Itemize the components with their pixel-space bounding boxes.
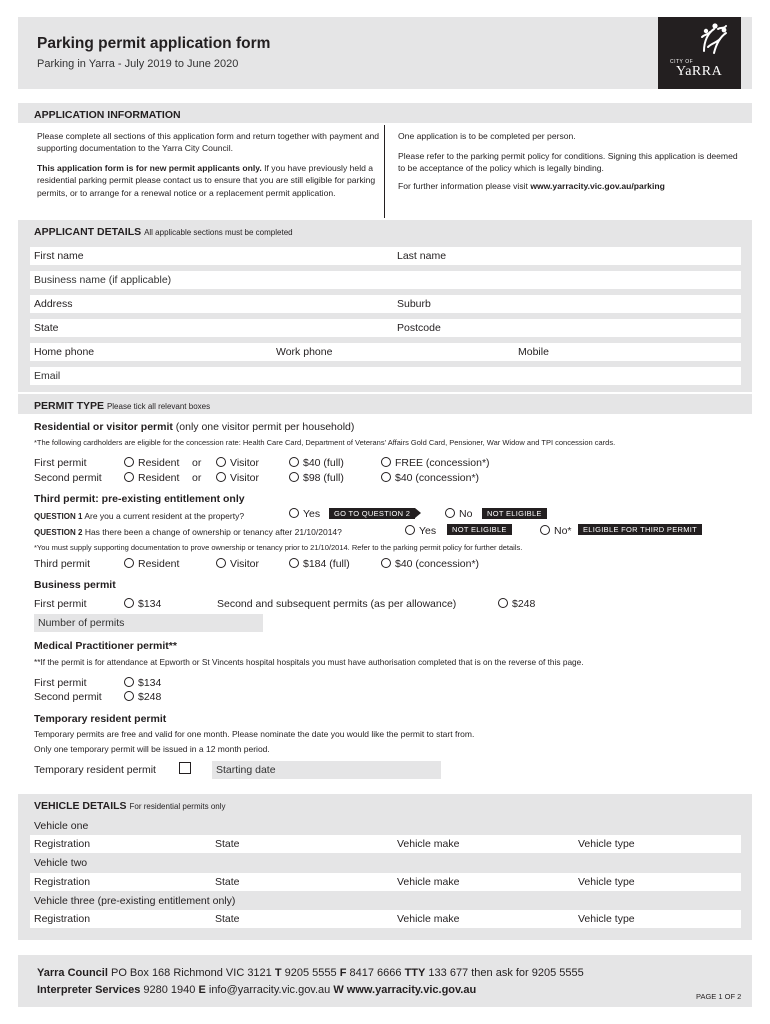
radio-icon (381, 457, 391, 467)
page-subtitle: Parking in Yarra - July 2019 to June 2020 (37, 58, 239, 70)
third-184-full-radio[interactable]: $184 (full) (289, 558, 350, 570)
info-divider (384, 125, 385, 218)
home-phone-field[interactable]: Home phone (34, 346, 95, 358)
radio-icon (289, 457, 299, 467)
radio-icon (124, 457, 134, 467)
radio-icon (216, 457, 226, 467)
vehicle-heading: VEHICLE DETAILS For residential permits only (18, 794, 752, 814)
business-first-permit-label: First permit (34, 598, 87, 610)
temp-line-2: Only one temporary permit will be issued in a 12 month period. (34, 744, 270, 754)
eligible-third-permit-tag: ELIGIBLE FOR THIRD PERMIT (578, 524, 702, 535)
vehicle-three-type[interactable]: Vehicle type (578, 913, 635, 925)
vehicle-three-state[interactable]: State (215, 913, 240, 925)
radio-icon (289, 472, 299, 482)
medical-second-permit-label: Second permit (34, 691, 102, 703)
info-right-p3: For further information please visit www.yarracity.vic.gov.au/parking (398, 181, 665, 191)
business-permit-title: Business permit (34, 579, 116, 591)
footer-contact-line: Yarra Council PO Box 168 Richmond VIC 3121 T 9205 5555 F 8417 6666 TTY 133 677 then ask for 9205 5555 (37, 967, 584, 979)
info-left-p1: Please complete all sections of this application form and return together with payment and supporting documentation to the Yarra City Council. (37, 131, 380, 154)
radio-icon (124, 598, 134, 608)
footer-panel (18, 955, 752, 1007)
vehicle-one-type[interactable]: Vehicle type (578, 838, 635, 850)
medical-first-permit-label: First permit (34, 677, 87, 689)
radio-icon (405, 525, 415, 535)
application-info-heading: APPLICATION INFORMATION (18, 103, 752, 123)
mobile-field[interactable]: Mobile (518, 346, 549, 358)
vehicle-one-make[interactable]: Vehicle make (397, 838, 460, 850)
business-248-radio[interactable]: $248 (498, 598, 535, 610)
last-name-field[interactable]: Last name (397, 250, 447, 262)
postcode-field[interactable]: Postcode (397, 322, 441, 334)
radio-icon (289, 508, 299, 518)
radio-icon (445, 508, 455, 518)
state-field[interactable]: State (34, 322, 59, 334)
vehicle-three-registration[interactable]: Registration (34, 913, 91, 925)
logo-figures-icon (658, 17, 741, 62)
medical-248-radio[interactable]: $248 (124, 691, 161, 703)
third-resident-radio[interactable]: Resident (124, 558, 179, 570)
permit-type-heading: PERMIT TYPE Please tick all relevant boxes (18, 394, 752, 414)
first-name-field[interactable]: First name (34, 250, 84, 262)
vehicle-two-state[interactable]: State (215, 876, 240, 888)
second-98-full-radio[interactable]: $98 (full) (289, 472, 344, 484)
radio-icon (289, 558, 299, 568)
business-name-field[interactable]: Business name (if applicable) (30, 271, 741, 289)
vehicle-two-registration[interactable]: Registration (34, 876, 91, 888)
header-banner (18, 17, 752, 89)
third-permit-title: Third permit: pre-existing entitlement only (34, 493, 245, 505)
question-1: QUESTION 1 Are you a current resident at the property? (34, 511, 245, 521)
temp-permit-title: Temporary resident permit (34, 713, 167, 725)
vehicle-two-make[interactable]: Vehicle make (397, 876, 460, 888)
medical-note: **If the permit is for attendance at Epworth or St Vincents hospital hospitals you must have authorisation completed that is on the reverse of this page. (34, 657, 584, 667)
third-visitor-radio[interactable]: Visitor (216, 558, 259, 570)
temp-permit-checkbox[interactable] (179, 762, 191, 774)
first-40-full-radio[interactable]: $40 (full) (289, 457, 344, 469)
info-right-p2: Please refer to the parking permit policy for conditions. Signing this application is deemed to be acceptance of the policy which is legally binding. (398, 151, 738, 174)
radio-icon (124, 472, 134, 482)
supporting-doc-note: *You must supply supporting documentation to prove ownership or tenancy prior to 21/10/2014. Refer to the parking permit policy for further details. (34, 543, 523, 552)
q1-no-radio[interactable]: No (445, 508, 472, 520)
question-2: QUESTION 2 Has there been a change of ownership or tenancy after 21/10/2014? (34, 527, 342, 537)
first-resident-radio[interactable]: Resident (124, 457, 179, 469)
vehicle-three-title: Vehicle three (pre-existing entitlement only) (34, 895, 236, 907)
q2-yes-radio[interactable]: Yes (405, 525, 436, 537)
first-visitor-radio[interactable]: Visitor (216, 457, 259, 469)
q2-no-radio[interactable]: No* (540, 525, 572, 537)
second-visitor-radio[interactable]: Visitor (216, 472, 259, 484)
or-label: or (192, 472, 202, 484)
footer-web-link[interactable]: www.yarracity.vic.gov.au (343, 984, 477, 996)
suburb-field[interactable]: Suburb (397, 298, 431, 310)
vehicle-one-registration[interactable]: Registration (34, 838, 91, 850)
medical-134-radio[interactable]: $134 (124, 677, 161, 689)
business-134-radio[interactable]: $134 (124, 598, 161, 610)
info-right-p1: One application is to be completed per person. (398, 131, 576, 141)
temp-permit-label: Temporary resident permit (34, 764, 156, 776)
third-40-concession-radio[interactable]: $40 (concession*) (381, 558, 479, 570)
applicant-heading: APPLICANT DETAILS All applicable sections must be completed (18, 220, 752, 240)
first-free-concession-radio[interactable]: FREE (concession*) (381, 457, 490, 469)
number-of-permits-field[interactable]: Number of permits (34, 614, 263, 632)
info-left-p2: This application form is for new permit applicants only. If you have previously held a residential parking permit please contact us to ensure that you are still eligible for parking permits, or to arrange for a renewal notice or a replacement permit application. (37, 163, 376, 198)
radio-icon (216, 472, 226, 482)
residential-title: Residential or visitor permit (only one visitor permit per household) (34, 421, 355, 433)
radio-icon (540, 525, 550, 535)
footer-interpreter-line: Interpreter Services 9280 1940 E info@yarracity.vic.gov.au W www.yarracity.vic.gov.au (37, 984, 477, 996)
page-number: PAGE 1 OF 2 (696, 992, 742, 1001)
concession-note: *The following cardholders are eligible for the concession rate: Health Care Card, Department of Veterans' Affairs Gold Card, Pensioner, War Widow and TPI concession cards. (34, 438, 616, 447)
go-to-question-2-tag: GO TO QUESTION 2 (329, 508, 415, 519)
footer-email-link[interactable]: info@yarracity.vic.gov.au (205, 984, 334, 996)
logo-name: YaRRA (676, 64, 723, 79)
vehicle-two-title: Vehicle two (34, 857, 88, 869)
q2-not-eligible-tag: NOT ELIGIBLE (447, 524, 512, 535)
radio-icon (124, 691, 134, 701)
temp-line-1: Temporary permits are free and valid for one month. Please nominate the date you would like the permit to start from. (34, 729, 475, 739)
work-phone-field[interactable]: Work phone (276, 346, 333, 358)
parking-link[interactable]: www.yarracity.vic.gov.au/parking (530, 181, 665, 191)
radio-icon (124, 677, 134, 687)
radio-icon (124, 558, 134, 568)
radio-icon (498, 598, 508, 608)
page-title: Parking permit application form (37, 35, 271, 52)
logo-city-of: CITY OF (670, 59, 694, 65)
starting-date-field[interactable]: Starting date (212, 761, 441, 779)
radio-icon (381, 558, 391, 568)
medical-permit-title: Medical Practitioner permit** (34, 640, 177, 652)
second-subsequent-label: Second and subsequent permits (as per allowance) (217, 598, 457, 610)
address-row (30, 295, 741, 313)
vehicle-three-make[interactable]: Vehicle make (397, 913, 460, 925)
first-permit-label: First permit (34, 457, 87, 469)
vehicle-two-type[interactable]: Vehicle type (578, 876, 635, 888)
third-permit-label: Third permit (34, 558, 91, 570)
phone-row (30, 343, 741, 361)
name-row (30, 247, 741, 265)
radio-icon (381, 472, 391, 482)
q1-not-eligible-tag: NOT ELIGIBLE (482, 508, 547, 519)
radio-icon (216, 558, 226, 568)
vehicle-one-title: Vehicle one (34, 820, 89, 832)
yarra-logo (658, 17, 741, 89)
or-label: or (192, 457, 202, 469)
second-40-concession-radio[interactable]: $40 (concession*) (381, 472, 479, 484)
email-field[interactable]: Email (30, 367, 741, 385)
state-row (30, 319, 741, 337)
q1-yes-radio[interactable]: Yes (289, 508, 320, 520)
address-field[interactable]: Address (34, 298, 73, 310)
second-resident-radio[interactable]: Resident (124, 472, 179, 484)
vehicle-one-state[interactable]: State (215, 838, 240, 850)
second-permit-label: Second permit (34, 472, 102, 484)
